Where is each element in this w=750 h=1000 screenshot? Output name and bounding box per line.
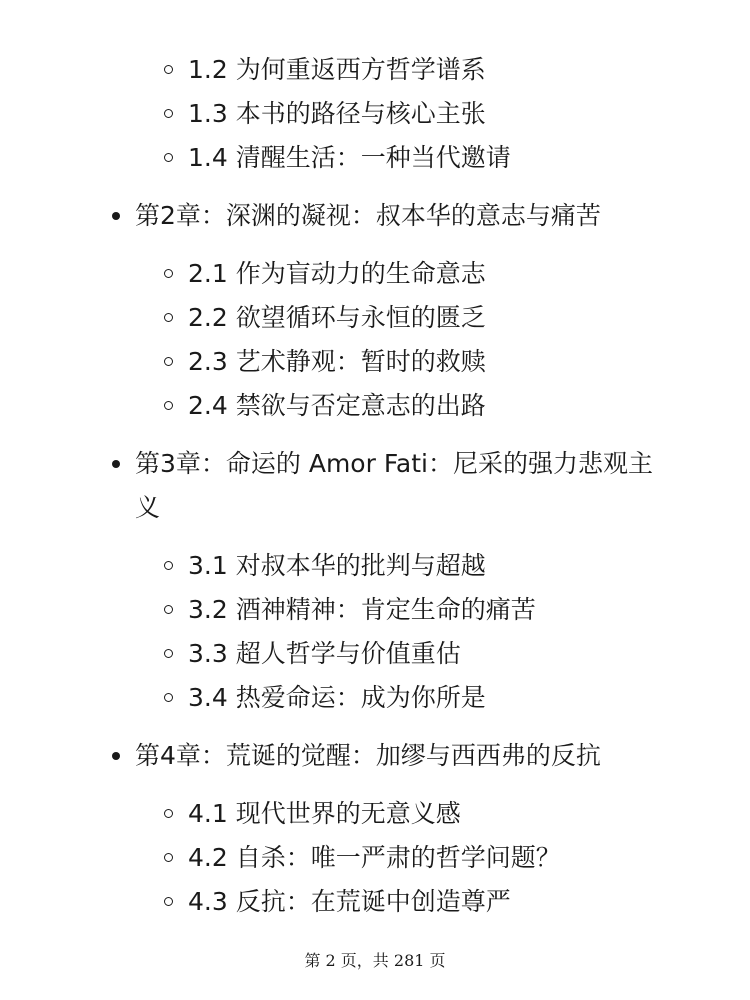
hollow-bullet-icon bbox=[164, 809, 173, 818]
toc-chapter-2 bbox=[0, 194, 750, 238]
toc-section-2-2 bbox=[0, 296, 750, 340]
hollow-bullet-icon bbox=[164, 649, 173, 658]
toc-section-1-3 bbox=[0, 92, 750, 136]
toc-section-1-4 bbox=[0, 136, 750, 180]
toc-section-4-3 bbox=[0, 880, 750, 924]
toc-item-text: 2.1 作为盲动力的生命意志 bbox=[188, 259, 486, 288]
toc-item-text: 4.1 现代世界的无意义感 bbox=[188, 799, 461, 828]
toc-section-4-2 bbox=[0, 836, 750, 880]
toc-item-text: 3.2 酒神精神：肯定生命的痛苦 bbox=[188, 595, 536, 624]
toc-section-3-3 bbox=[0, 632, 750, 676]
toc-section-2-3 bbox=[0, 340, 750, 384]
toc-chapter-3 bbox=[0, 442, 750, 530]
toc-item-text: 2.3 艺术静观：暂时的救赎 bbox=[188, 347, 486, 376]
hollow-bullet-icon bbox=[164, 693, 173, 702]
table-of-contents bbox=[0, 48, 750, 924]
toc-item-text: 第3章：命运的 Amor Fati：尼采的强力悲观主义 bbox=[135, 449, 653, 522]
hollow-bullet-icon bbox=[164, 109, 173, 118]
toc-item-text: 第4章：荒诞的觉醒：加缪与西西弗的反抗 bbox=[135, 741, 601, 770]
toc-section-1-2 bbox=[0, 48, 750, 92]
toc-section-4-1 bbox=[0, 792, 750, 836]
toc-item-text: 3.4 热爱命运：成为你所是 bbox=[188, 683, 486, 712]
toc-section-2-4 bbox=[0, 384, 750, 428]
toc-section-2-1 bbox=[0, 252, 750, 296]
filled-bullet-icon bbox=[112, 212, 120, 220]
toc-item-text: 第2章：深渊的凝视：叔本华的意志与痛苦 bbox=[135, 201, 601, 230]
toc-item-text: 1.2 为何重返西方哲学谱系 bbox=[188, 55, 486, 84]
toc-item-text: 1.4 清醒生活：一种当代邀请 bbox=[188, 143, 511, 172]
hollow-bullet-icon bbox=[164, 897, 173, 906]
hollow-bullet-icon bbox=[164, 853, 173, 862]
hollow-bullet-icon bbox=[164, 605, 173, 614]
toc-section-3-1 bbox=[0, 544, 750, 588]
page-number-footer: 第 2 页，共 281 页 bbox=[304, 951, 446, 970]
hollow-bullet-icon bbox=[164, 269, 173, 278]
hollow-bullet-icon bbox=[164, 65, 173, 74]
hollow-bullet-icon bbox=[164, 561, 173, 570]
hollow-bullet-icon bbox=[164, 313, 173, 322]
filled-bullet-icon bbox=[112, 752, 120, 760]
hollow-bullet-icon bbox=[164, 153, 173, 162]
toc-section-3-2 bbox=[0, 588, 750, 632]
toc-chapter-4 bbox=[0, 734, 750, 778]
toc-item-text: 4.2 自杀：唯一严肃的哲学问题？ bbox=[188, 843, 561, 872]
toc-item-text: 4.3 反抗：在荒诞中创造尊严 bbox=[188, 887, 511, 916]
toc-item-text: 3.1 对叔本华的批判与超越 bbox=[188, 551, 486, 580]
hollow-bullet-icon bbox=[164, 357, 173, 366]
toc-item-text: 1.3 本书的路径与核心主张 bbox=[188, 99, 486, 128]
filled-bullet-icon bbox=[112, 460, 120, 468]
toc-item-text: 3.3 超人哲学与价值重估 bbox=[188, 639, 461, 668]
toc-item-text: 2.2 欲望循环与永恒的匮乏 bbox=[188, 303, 486, 332]
toc-item-text: 2.4 禁欲与否定意志的出路 bbox=[188, 391, 486, 420]
hollow-bullet-icon bbox=[164, 401, 173, 410]
toc-section-3-4 bbox=[0, 676, 750, 720]
